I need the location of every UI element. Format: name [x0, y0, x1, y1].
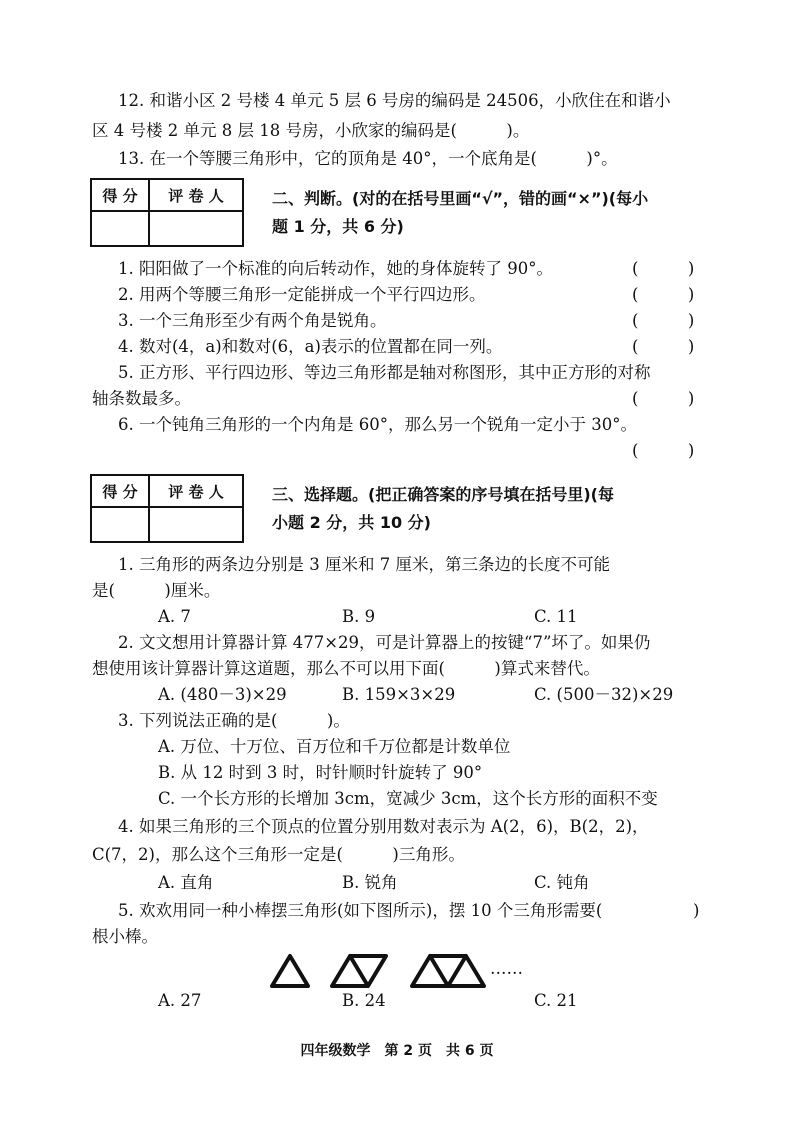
q2-option-a[interactable]: A. (480－3)×29	[158, 685, 287, 704]
page-footer: 四年级数学 第 2 页 共 6 页	[300, 1043, 494, 1059]
judge-item-6: 6. 一个钝角三角形的一个内角是 60°，那么另一个锐角一定小于 30°。	[118, 415, 637, 434]
judge-item-4: 4. 数对(4，a)和数对(6，a)表示的位置都在同一列。	[118, 337, 503, 356]
answer-paren-3[interactable]: ( )	[632, 311, 695, 330]
section3-title-line2: 小题 2 分，共 10 分)	[272, 513, 431, 532]
choice-q2-line1: 2. 文文想用计算器计算 477×29，可是计算器上的按键“7”坏了。如果仍	[118, 633, 651, 652]
score-header: 得 分	[91, 475, 149, 507]
choice-q3-line1: 3. 下列说法正确的是( )。	[118, 711, 350, 730]
q4-option-a[interactable]: A. 直角	[158, 873, 214, 892]
score-cell[interactable]	[91, 507, 149, 542]
choice-q5-line2: 根小棒。	[92, 927, 158, 946]
score-cell[interactable]	[91, 211, 149, 246]
q5-ellipsis: ……	[490, 959, 523, 978]
answer-paren-6[interactable]: ( )	[632, 441, 695, 460]
triangles-3-icon	[412, 956, 484, 986]
q5-option-c[interactable]: C. 21	[534, 991, 578, 1010]
section2-title-line2: 题 1 分，共 6 分)	[272, 217, 404, 236]
q2-option-c[interactable]: C. (500－32)×29	[534, 685, 674, 704]
triangle-1-icon	[272, 956, 308, 986]
q3-option-c[interactable]: C. 一个长方形的长增加 3cm，宽减少 3cm，这个长方形的面积不变	[158, 789, 658, 808]
answer-paren-1[interactable]: ( )	[632, 259, 695, 278]
grader-header: 评 卷 人	[149, 475, 243, 507]
q3-option-b[interactable]: B. 从 12 时到 3 时，时针顺时针旋转了 90°	[158, 763, 483, 782]
grader-header: 评 卷 人	[149, 179, 243, 211]
choice-q1-line2: 是( )厘米。	[92, 581, 221, 600]
grader-cell[interactable]	[149, 211, 243, 246]
grader-cell[interactable]	[149, 507, 243, 542]
q4-option-c[interactable]: C. 钝角	[534, 873, 590, 892]
choice-q5-line1: 5. 欢欢用同一种小棒摆三角形(如下图所示)，摆 10 个三角形需要(	[118, 901, 603, 920]
choice-q4-line2: C(7，2)，那么这个三角形一定是( )三角形。	[92, 845, 465, 864]
section3-title-line1: 三、选择题。(把正确答案的序号填在括号里)(每	[272, 485, 614, 504]
score-table-section3	[90, 474, 244, 543]
q2-option-b[interactable]: B. 159×3×29	[342, 685, 456, 704]
answer-paren-2[interactable]: ( )	[632, 285, 695, 304]
section2-title-line1: 二、判断。(对的在括号里画“√”，错的画“×”)(每小	[272, 189, 649, 208]
q5-paren-close: )	[693, 901, 700, 920]
judge-item-3: 3. 一个三角形至少有两个角是锐角。	[118, 311, 387, 330]
choice-q4-line1: 4. 如果三角形的三个顶点的位置分别用数对表示为 A(2，6)，B(2，2)，	[118, 817, 649, 836]
q5-option-a[interactable]: A. 27	[158, 991, 202, 1010]
q1-option-c[interactable]: C. 11	[534, 607, 578, 626]
q12-line1: 12. 和谐小区 2 号楼 4 单元 5 层 6 号房的编码是 24506，小欣住在和谐小	[118, 91, 671, 110]
triangles-2-icon	[332, 956, 386, 986]
score-table-section2	[90, 178, 244, 247]
choice-q1-line1: 1. 三角形的两条边分别是 3 厘米和 7 厘米，第三条边的长度不可能	[118, 555, 610, 574]
q4-option-b[interactable]: B. 锐角	[342, 873, 398, 892]
answer-paren-4[interactable]: ( )	[632, 337, 695, 356]
q1-option-a[interactable]: A. 7	[158, 607, 191, 626]
q13: 13. 在一个等腰三角形中，它的顶角是 40°，一个底角是( )°。	[118, 149, 618, 168]
judge-item-1: 1. 阳阳做了一个标准的向后转动作，她的身体旋转了 90°。	[118, 259, 553, 278]
q3-option-a[interactable]: A. 万位、十万位、百万位和千万位都是计数单位	[158, 737, 511, 756]
q1-option-b[interactable]: B. 9	[342, 607, 376, 626]
q12-line2: 区 4 号楼 2 单元 8 层 18 号房，小欣家的编码是( )。	[92, 121, 530, 140]
q5-option-b[interactable]: B. 24	[342, 991, 386, 1010]
answer-paren-5[interactable]: ( )	[632, 389, 695, 408]
judge-item-5-line1: 5. 正方形、平行四边形、等边三角形都是轴对称图形，其中正方形的对称	[118, 363, 651, 382]
score-header: 得 分	[91, 179, 149, 211]
judge-item-2: 2. 用两个等腰三角形一定能拼成一个平行四边形。	[118, 285, 486, 304]
choice-q2-line2: 想使用该计算器计算这道题，那么不可以用下面( )算式来替代。	[92, 659, 600, 678]
judge-item-5-line2: 轴条数最多。	[92, 389, 191, 408]
